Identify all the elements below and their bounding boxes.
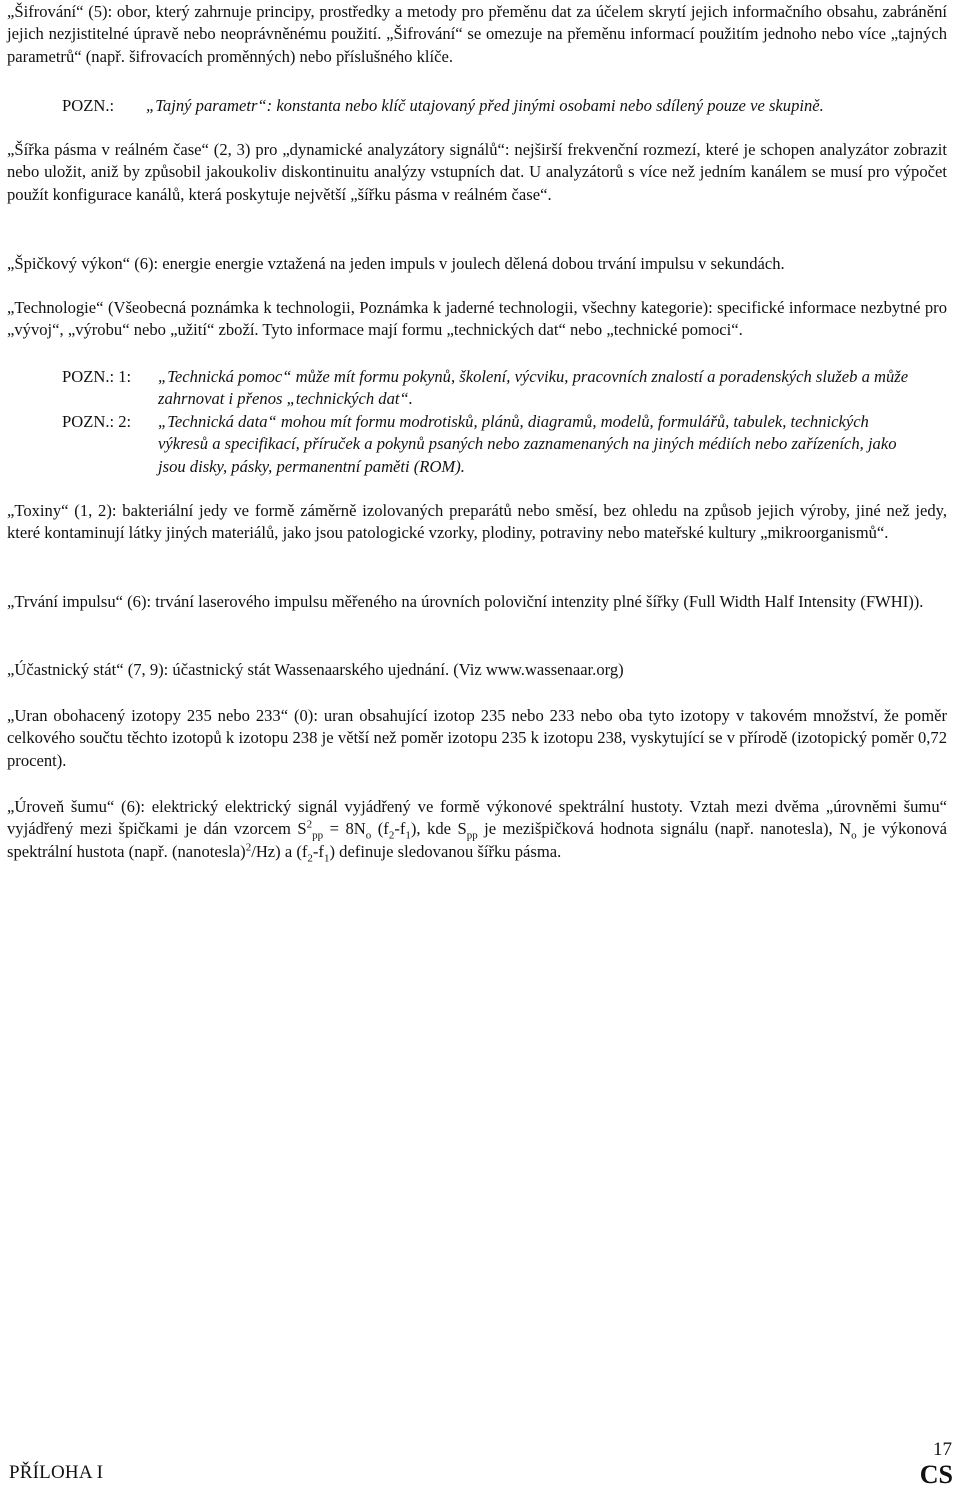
note-text: „Technická data“ mohou mít formu modrotisků, plánů, diagramů, modelů, formulářů, tabulek, technických výkresů a specifikací, příruček a pokynů psaných nebo zaznamenaných na jiných médiích nebo zařízeních, jako jsou disky, pásky, permanentní paměti (ROM). (158, 412, 897, 476)
definition-ucastnicky-stat: „Účastnický stát“ (7, 9): účastnický stát Wassenaarského ujednání. (Viz www.wassenaar.org) (7, 660, 624, 679)
note-label: POZN.: 1: (62, 367, 132, 386)
annex-label: PŘÍLOHA I (9, 1462, 104, 1483)
note-label: POZN.: 2: (62, 412, 132, 431)
superscript: 2 (306, 818, 313, 831)
definition-spickovy-vykon: „Špičkový výkon“ (6): energie energie vztažená na jeden impuls v joulech dělená dobou trvání impulsu v sekundách. (7, 254, 785, 273)
superscript: 2 (245, 841, 252, 854)
subscript: 2 (388, 829, 395, 842)
text-run: „Úroveň šumu“ (6): elektrický elektrický signál vyjádřený ve formě výkonové spektrální hustoty. Vztah mezi dvěma „úrovněmi šumu“ vyjádřený mezi špičkami je dán vzorcem S (7, 797, 947, 839)
subscript: 1 (405, 829, 411, 842)
text-run: (f (371, 819, 389, 839)
text-run: -f (394, 819, 406, 839)
definition-trvani-impulsu: „Trvání impulsu“ (6): trvání laserového impulsu měřeného na úrovních poloviční intenzity plné šířky (Full Width Half Intensity (FWHI)). (7, 592, 924, 611)
text-run: -f (312, 841, 324, 861)
subscript: o (365, 829, 372, 842)
note-text: „Technická pomoc“ může mít formu pokynů, školení, výcviku, pracovních znalostí a poradenských služeb a může zahrnovat i přenos „technických dat“. (158, 367, 909, 409)
text-run: je výkonová spektrální hustota (např. (nanotesla) (7, 819, 948, 861)
subscript: 1 (323, 852, 330, 865)
subscript: o (851, 829, 857, 842)
definition-toxiny: „Toxiny“ (1, 2): bakteriální jedy ve formě záměrně izolovaných preparátů nebo směsí, bez ohledu na způsob jejich výroby, jiné než jedy, které kontaminují látky jiných materiálů, jako jsou patologické vzorky, plodiny, potraviny nebo mateřské kultury „mikroorganismů“. (7, 501, 947, 543)
note-text: „Tajný parametr“: konstanta nebo klíč utajovaný před jinými osobami nebo sdílený pouze ve skupině. (146, 96, 824, 115)
text-run: ), kde S (410, 819, 467, 839)
subscript: pp (312, 829, 324, 842)
subscript: pp (466, 829, 478, 842)
definition-sirka-pasma: „Šířka pásma v reálném čase“ (2, 3) pro „dynamické analyzátory signálů“: nejširší frekvenční rozmezí, které je schopen analyzátor zobrazit nebo uložit, aniž by způsobil jakoukoliv diskontinuitu analýzy vstupních dat. U analyzátorů s více než jedním kanálem se musí pro výpočet použít konfigurace kanálů, která poskytuje největší „šířku pásma v reálném čase“. (7, 140, 947, 204)
note-label: POZN.: (62, 96, 115, 115)
text-run: = 8N (323, 819, 366, 839)
definition-sifrovani: „Šifrování“ (5): obor, který zahrnuje principy, prostředky a metody pro přeměnu dat za účelem skrytí jejich informačního obsahu, zabránění jejich nezjistitelné úpravě nebo neoprávněnému použití. „Šifrování“ se omezuje na přeměnu informací použitím jednoho nebo více „tajných parametrů“ (např. šifrovacích proměnných) nebo příslušného klíče. (7, 2, 947, 66)
definition-technologie: „Technologie“ (Všeobecná poznámka k technologii, Poznámka k jaderné technologii, všechny kategorie): specifické informace nezbytné pro „vývoj“, „výrobu“ nebo „užití“ zboží. Tyto informace mají formu „technických dat“ nebo „technické pomoci“. (7, 298, 947, 340)
language-code: CS (919, 1460, 953, 1489)
page-number: 17 (933, 1439, 952, 1460)
definition-uroven-sumu (7, 796, 947, 863)
definition-uran-obohaceny: „Uran obohacený izotopy 235 nebo 233“ (0): uran obsahující izotop 235 nebo 233 nebo oba tyto izotopy v takovém množství, že poměr celkového součtu těchto izotopů k izotopu 238 je větší než poměr izotopu 235 k izotopu 238, vyskytující se v přírodě (izotopický poměr 0,72 procent). (7, 706, 947, 770)
text-run: je mezišpičková hodnota signálu (např. nanotesla), N (477, 819, 852, 839)
text-run: ) definuje sledovanou šířku pásma. (329, 841, 562, 861)
subscript: 2 (307, 852, 313, 865)
text-run: /Hz) a (f (251, 841, 308, 861)
